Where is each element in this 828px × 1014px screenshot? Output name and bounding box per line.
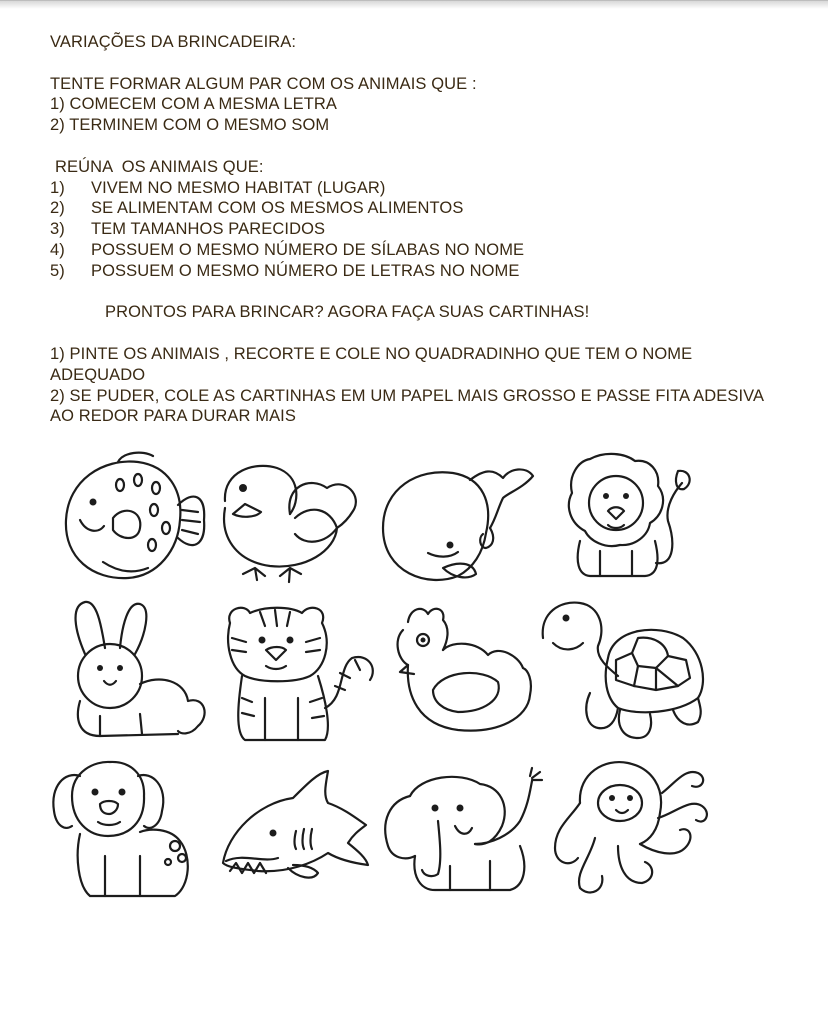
group-item-1: 1) VIVEM NO MESMO HABITAT (LUGAR) [50, 178, 386, 197]
elephant-illustration [380, 766, 550, 896]
turtle-illustration [538, 598, 713, 748]
rabbit-illustration [60, 596, 210, 746]
pair-item-1: 1) COMECEM COM A MESMA LETRA [50, 95, 338, 114]
heading: VARIAÇÕES DA BRINCADEIRA: [50, 33, 297, 51]
pair-intro: TENTE FORMAR ALGUM PAR COM OS ANIMAIS QUE : [50, 74, 477, 93]
dog-illustration [50, 756, 205, 906]
ready-line: PRONTOS PARA BRINCAR? AGORA FAÇA SUAS CARTINHAS! [105, 303, 590, 322]
bird-illustration [215, 456, 365, 591]
pair-item-2: 2) TERMINEM COM O MESMO SOM [50, 116, 330, 135]
document-text [50, 32, 790, 427]
octopus-illustration [550, 758, 715, 903]
lion-illustration [550, 451, 705, 586]
hen-illustration [388, 600, 548, 740]
whale-illustration [378, 458, 538, 588]
window-top-edge [0, 0, 828, 9]
animal-cards-grid [50, 448, 715, 904]
group-intro: REÚNA OS ANIMAIS QUE: [55, 157, 264, 176]
fish-illustration [58, 450, 208, 585]
group-item-2: 2) SE ALIMENTAM COM OS MESMOS ALIMENTOS [50, 199, 464, 218]
tiger-illustration [220, 598, 385, 748]
instruction-2: 2) SE PUDER, COLE AS CARTINHAS EM UM PAPEL MAIS GROSSO E PASSE FITA ADESIVA AO REDOR PARA DURAR MAIS [50, 386, 764, 426]
instruction-1: 1) PINTE OS ANIMAIS , RECORTE E COLE NO QUADRADINHO QUE TEM O NOME ADEQUADO [50, 344, 693, 384]
group-item-4: 4) POSSUEM O MESMO NÚMERO DE SÍLABAS NO NOME [50, 240, 525, 259]
shark-illustration [218, 763, 373, 888]
group-item-3: 3) TEM TAMANHOS PARECIDOS [50, 220, 326, 239]
group-item-5: 5) POSSUEM O MESMO NÚMERO DE LETRAS NO NOME [50, 261, 520, 280]
